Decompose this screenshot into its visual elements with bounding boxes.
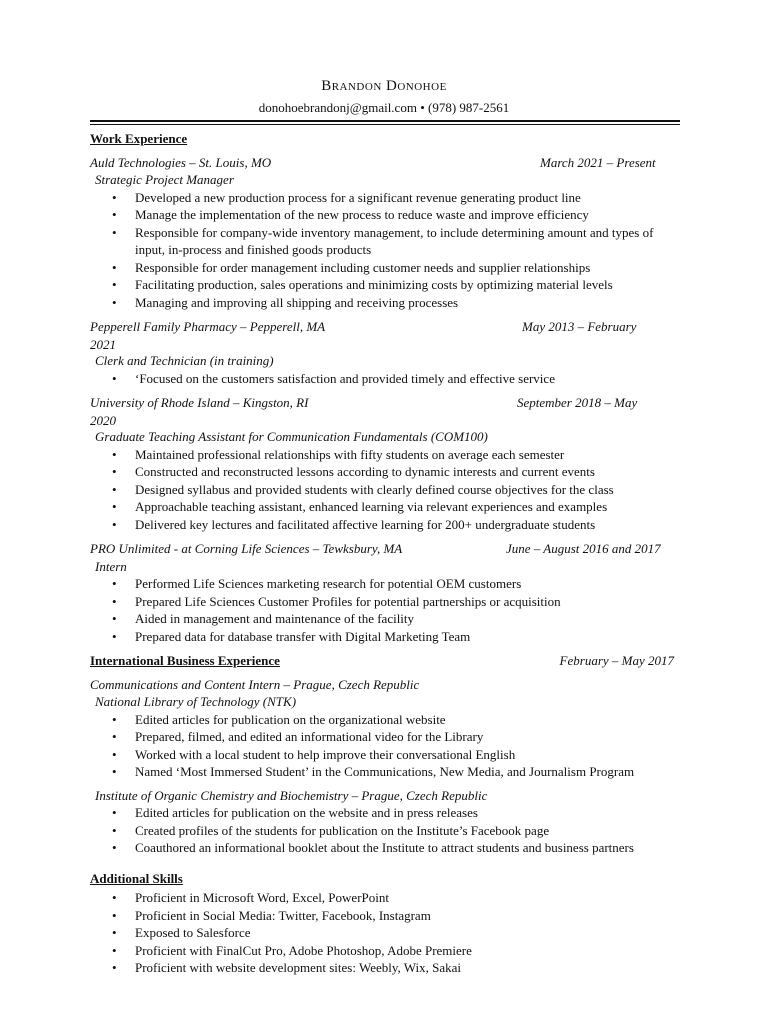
skill-text: Proficient with website development sites: Weebly, Wix, Sakai bbox=[135, 960, 462, 975]
bullet-icon: • bbox=[112, 576, 117, 591]
job-date: May 2013 – February 2021 bbox=[90, 319, 637, 352]
list-item bbox=[90, 610, 680, 628]
bullet-icon: • bbox=[112, 960, 117, 975]
bullet-text: Delivered key lectures and facilitated affective learning for 200+ undergraduate students bbox=[135, 516, 596, 532]
section-header-intl bbox=[90, 652, 680, 670]
bullet-icon: • bbox=[112, 516, 117, 532]
skills-list bbox=[90, 889, 680, 977]
candidate-name: Brandon Donohoe bbox=[321, 78, 447, 94]
job-header bbox=[90, 318, 680, 352]
job-role: National Library of Technology (NTK) bbox=[95, 694, 297, 709]
list-item bbox=[90, 804, 680, 822]
bullet-icon: • bbox=[112, 822, 117, 838]
job-date: June – August 2016 and 2017 bbox=[506, 541, 661, 556]
job-org: Institute of Organic Chemistry and Biochemistry – Prague, Czech Republic bbox=[95, 787, 488, 803]
list-item bbox=[90, 959, 680, 977]
list-item bbox=[90, 593, 680, 611]
bullet-icon: • bbox=[112, 464, 117, 479]
list-item bbox=[90, 498, 680, 516]
skill-text: Proficient in Social Media: Twitter, Facebook, Instagram bbox=[135, 907, 431, 923]
bullet-text: Aided in management and maintenance of the facility bbox=[135, 611, 415, 626]
section-title-intl: International Business Experience bbox=[90, 653, 280, 668]
list-item bbox=[90, 259, 680, 277]
job-entry bbox=[90, 154, 680, 312]
job-header bbox=[90, 787, 680, 805]
bullet-icon: • bbox=[112, 294, 117, 310]
bullet-text: Approachable teaching assistant, enhanced learning via relevant experiences and examples bbox=[135, 499, 608, 514]
bullet-text: Constructed and reconstructed lessons according to dynamic interests and current events bbox=[135, 464, 595, 479]
job-entry bbox=[90, 540, 680, 645]
list-item bbox=[90, 463, 680, 481]
section-title-work: Work Experience bbox=[90, 131, 188, 146]
job-bullets bbox=[90, 446, 680, 534]
bullet-icon: • bbox=[112, 805, 117, 820]
job-org: Communications and Content Intern – Prague, Czech Republic bbox=[90, 676, 420, 692]
bullet-text: Prepared, filmed, and edited an informational video for the Library bbox=[135, 729, 484, 744]
bullet-icon: • bbox=[112, 593, 117, 609]
bullet-icon: • bbox=[112, 611, 117, 626]
job-org: Pepperell Family Pharmacy – Pepperell, MA bbox=[90, 319, 326, 334]
header-rule-thick bbox=[90, 120, 680, 122]
job-header bbox=[90, 394, 680, 428]
bullet-icon: • bbox=[112, 259, 117, 275]
bullet-text: Edited articles for publication on the website and in press releases bbox=[135, 805, 478, 820]
job-bullets bbox=[90, 189, 680, 312]
list-item bbox=[90, 224, 680, 259]
bullet-icon: • bbox=[112, 207, 117, 222]
bullet-text: Manage the implementation of the new process to reduce waste and improve efficiency bbox=[135, 207, 589, 222]
bullet-icon: • bbox=[112, 499, 117, 514]
job-entry bbox=[90, 787, 680, 857]
list-item bbox=[90, 628, 680, 646]
bullet-icon: • bbox=[112, 446, 117, 462]
job-header bbox=[90, 540, 680, 558]
job-entry bbox=[90, 394, 680, 533]
job-header bbox=[90, 154, 680, 172]
bullet-text: Facilitating production, sales operations and minimizing costs by optimizing material levels bbox=[135, 277, 613, 292]
list-item bbox=[90, 446, 680, 464]
job-bullets bbox=[90, 711, 680, 781]
bullet-text: Prepared data for database transfer with Digital Marketing Team bbox=[135, 628, 471, 644]
bullet-icon: • bbox=[112, 925, 117, 940]
bullet-text: Responsible for order management including customer needs and supplier relationships bbox=[135, 259, 591, 275]
job-bullets bbox=[90, 370, 680, 388]
job-role: Clerk and Technician (in training) bbox=[95, 353, 274, 368]
skill-text: Proficient with FinalCut Pro, Adobe Photoshop, Adobe Premiere bbox=[135, 942, 472, 958]
bullet-text: Performed Life Sciences marketing research for potential OEM customers bbox=[135, 576, 522, 591]
bullet-icon: • bbox=[112, 746, 117, 762]
job-org: PRO Unlimited - at Corning Life Sciences – Tewksbury, MA bbox=[90, 541, 403, 556]
job-role: Graduate Teaching Assistant for Communication Fundamentals (COM100) bbox=[95, 429, 488, 444]
bullet-icon: • bbox=[112, 370, 117, 386]
bullet-text: Created profiles of the students for publication on the Institute’s Facebook page bbox=[135, 822, 550, 838]
list-item bbox=[90, 294, 680, 312]
list-item bbox=[90, 276, 680, 294]
job-org: University of Rhode Island – Kingston, RI bbox=[90, 395, 309, 410]
bullet-icon: • bbox=[112, 729, 117, 744]
list-item bbox=[90, 942, 680, 960]
bullet-text: Developed a new production process for a significant revenue generating product line bbox=[135, 189, 581, 205]
bullet-icon: • bbox=[112, 711, 117, 727]
job-role: Intern bbox=[95, 558, 127, 574]
resume-body bbox=[90, 129, 680, 977]
list-item bbox=[90, 516, 680, 534]
bullet-text: Maintained professional relationships with fifty students on average each semester bbox=[135, 446, 565, 462]
list-item bbox=[90, 907, 680, 925]
list-item bbox=[90, 839, 680, 857]
contact-line: donohoebrandonj@gmail.com • (978) 987-2561 bbox=[258, 100, 510, 115]
list-item bbox=[90, 206, 680, 224]
list-item bbox=[90, 889, 680, 907]
bullet-icon: • bbox=[112, 764, 117, 779]
job-role: Strategic Project Manager bbox=[95, 172, 234, 187]
job-entry bbox=[90, 676, 680, 781]
bullet-text: Worked with a local student to help improve their conversational English bbox=[135, 746, 516, 762]
bullet-icon: • bbox=[112, 224, 117, 240]
section-title-skills: Additional Skills bbox=[90, 870, 183, 886]
list-item bbox=[90, 481, 680, 499]
list-item bbox=[90, 924, 680, 942]
list-item bbox=[90, 728, 680, 746]
bullet-icon: • bbox=[112, 277, 117, 292]
header-rule-thin bbox=[90, 124, 680, 125]
job-entry bbox=[90, 318, 680, 387]
list-item bbox=[90, 822, 680, 840]
bullet-text: Designed syllabus and provided students with clearly defined course objectives for the class bbox=[135, 481, 614, 497]
job-org: Auld Technologies – St. Louis, MO bbox=[90, 154, 272, 170]
list-item bbox=[90, 711, 680, 729]
bullet-icon: • bbox=[112, 481, 117, 497]
skill-text: Exposed to Salesforce bbox=[135, 925, 251, 940]
list-item bbox=[90, 575, 680, 593]
list-item bbox=[90, 763, 680, 781]
bullet-icon: • bbox=[112, 907, 117, 923]
bullet-icon: • bbox=[112, 189, 117, 205]
job-header bbox=[90, 676, 680, 694]
bullet-text: Named ‘Most Immersed Student’ in the Communications, New Media, and Journalism Program bbox=[135, 764, 635, 779]
job-bullets bbox=[90, 575, 680, 645]
job-bullets bbox=[90, 804, 680, 857]
list-item bbox=[90, 189, 680, 207]
bullet-text: Responsible for company-wide inventory management, to include determining amount and types of input, in-process and finished goods products bbox=[135, 224, 654, 257]
bullet-icon: • bbox=[112, 628, 117, 644]
section-date-intl: February – May 2017 bbox=[559, 653, 674, 668]
list-item bbox=[90, 746, 680, 764]
bullet-text: Edited articles for publication on the organizational website bbox=[135, 711, 446, 727]
bullet-text: Coauthored an informational booklet about the Institute to attract students and business partners bbox=[135, 840, 634, 855]
bullet-text: Prepared Life Sciences Customer Profiles for potential partnerships or acquisition bbox=[135, 593, 561, 609]
bullet-icon: • bbox=[112, 840, 117, 855]
job-date: March 2021 – Present bbox=[540, 154, 656, 170]
bullet-text: ‘Focused on the customers satisfaction and provided timely and effective service bbox=[135, 370, 555, 386]
bullet-icon: • bbox=[112, 890, 117, 905]
bullet-icon: • bbox=[112, 942, 117, 958]
bullet-text: Managing and improving all shipping and receiving processes bbox=[135, 294, 459, 310]
skill-text: Proficient in Microsoft Word, Excel, PowerPoint bbox=[135, 890, 389, 905]
list-item bbox=[90, 370, 680, 388]
job-date: September 2018 – May 2020 bbox=[90, 395, 638, 428]
